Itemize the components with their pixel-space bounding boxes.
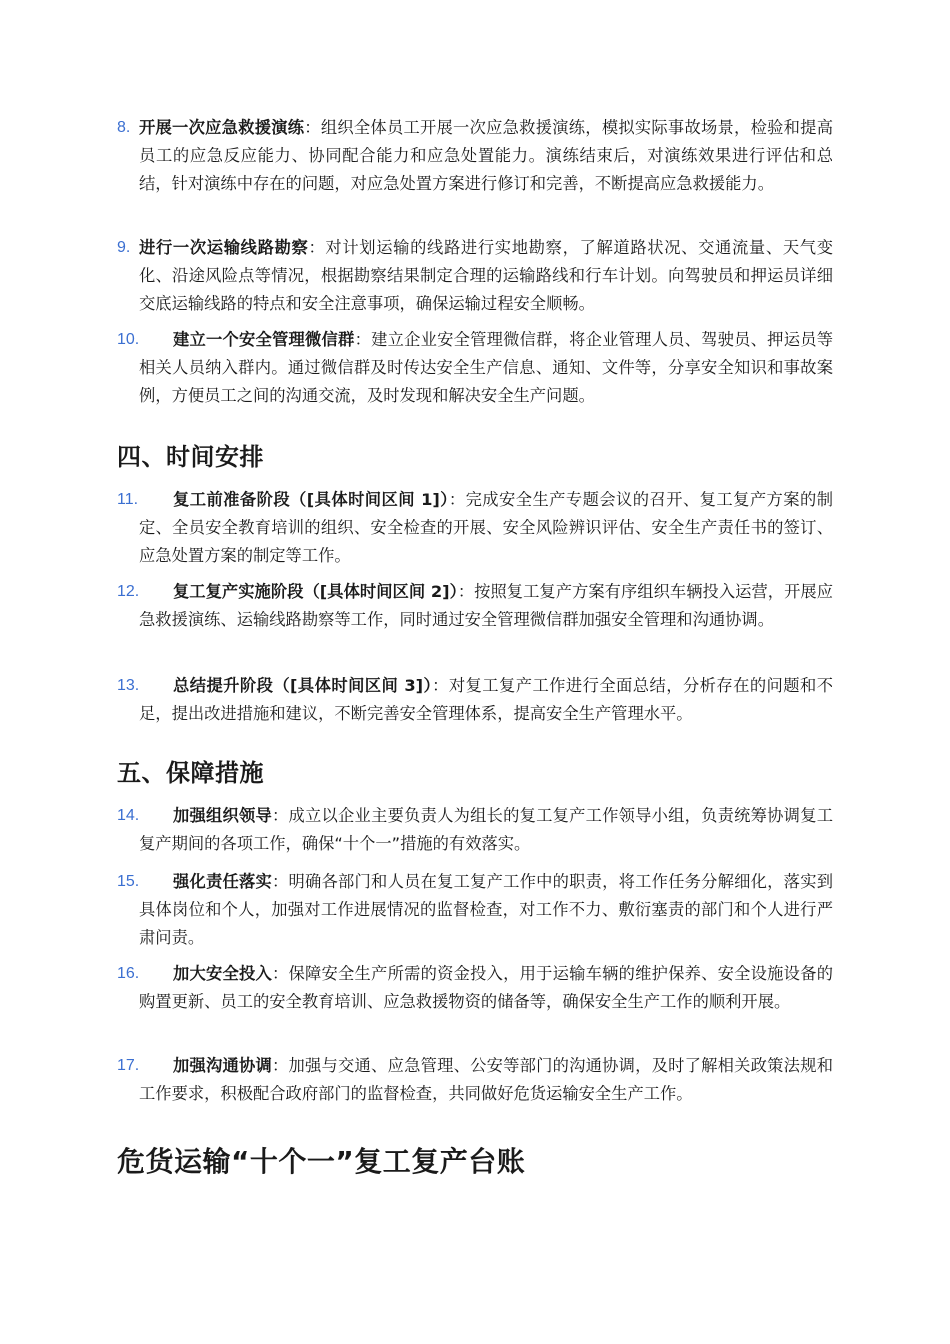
list-paragraph: [139, 672, 833, 728]
list-paragraph: [139, 114, 833, 198]
section-heading-guarantee-measures: 五、保障措施: [117, 759, 264, 787]
item-title: 加强沟通协调: [173, 1056, 273, 1075]
list-number: 14.: [117, 807, 140, 824]
list-paragraph: [139, 486, 833, 570]
item-body: ：按照复工复产方案有序组织车辆投入运营，开展应急救援演练、运输线路勘察等工作，同时通过安全管理微信群加强安全管理和沟通协调。: [139, 582, 833, 629]
item-body: ：成立以企业主要负责人为组长的复工复产工作领导小组，负责统筹协调复工复产期间的各项工作，确保“十个一”措施的有效落实。: [139, 806, 833, 853]
list-number: 15.: [117, 873, 140, 890]
list-item: [117, 802, 833, 858]
list-paragraph: [139, 868, 833, 952]
item-title: 总结提升阶段（[具体时间区间 3]）: [173, 676, 433, 695]
item-title: 建立一个安全管理微信群: [173, 330, 355, 349]
ledger-title: 危货运输“十个一”复工复产台账: [117, 1145, 526, 1178]
item-body: ：组织全体员工开展一次应急救援演练，模拟实际事故场景，检验和提高员工的应急反应能力、协同配合能力和应急处置能力。演练结束后，对演练效果进行评估和总结，针对演练中存在的问题，对应急处置方案进行修订和完善，不断提高应急救援能力。: [139, 118, 833, 193]
list-paragraph: [139, 1052, 833, 1108]
item-body: ：明确各部门和人员在复工复产工作中的职责，将工作任务分解细化，落实到具体岗位和个人，加强对工作进展情况的监督检查，对工作不力、敷衍塞责的部门和个人进行严肃问责。: [139, 872, 833, 947]
list-number: 13.: [117, 677, 140, 694]
list-number: 11.: [117, 491, 139, 508]
item-title: 开展一次应急救援演练: [139, 118, 305, 137]
list-item: [117, 326, 833, 410]
list-item: [117, 234, 833, 318]
item-title: 强化责任落实: [173, 872, 273, 891]
item-body: ：保障安全生产所需的资金投入，用于运输车辆的维护保养、安全设施设备的购置更新、员工的安全教育培训、应急救援物资的储备等，确保安全生产工作的顺利开展。: [139, 964, 833, 1011]
list-item: [117, 1052, 833, 1108]
list-paragraph: [139, 802, 833, 858]
list-number: 17.: [117, 1057, 140, 1074]
list-paragraph: [139, 234, 833, 318]
list-item: [117, 114, 833, 198]
item-body: ：加强与交通、应急管理、公安等部门的沟通协调，及时了解相关政策法规和工作要求，积极配合政府部门的监督检查，共同做好危货运输安全生产工作。: [139, 1056, 833, 1103]
list-paragraph: [139, 578, 833, 634]
list-number: 16.: [117, 965, 140, 982]
item-body: ：建立企业安全管理微信群，将企业管理人员、驾驶员、押运员等相关人员纳入群内。通过微信群及时传达安全生产信息、通知、文件等，分享安全知识和事故案例，方便员工之间的沟通交流，及时发现和解决安全生产问题。: [139, 330, 833, 405]
list-item: [117, 960, 833, 1016]
list-item: [117, 486, 833, 570]
list-item: [117, 578, 833, 634]
item-title: 进行一次运输线路勘察: [139, 238, 309, 257]
list-paragraph: [139, 326, 833, 410]
item-body: ：对计划运输的线路进行实地勘察，了解道路状况、交通流量、天气变化、沿途风险点等情况，根据勘察结果制定合理的运输路线和行车计划。向驾驶员和押运员详细交底运输线路的特点和安全注意事项，确保运输过程安全顺畅。: [139, 238, 833, 313]
list-item: [117, 868, 833, 952]
list-number: 10.: [117, 331, 140, 348]
list-number: 9.: [117, 239, 131, 256]
item-title: 复工前准备阶段（[具体时间区间 1]）: [173, 490, 449, 509]
item-title: 加强组织领导: [173, 806, 273, 825]
item-body: ：对复工复产工作进行全面总结，分析存在的问题和不足，提出改进措施和建议，不断完善安全管理体系，提高安全生产管理水平。: [139, 676, 833, 723]
item-title: 加大安全投入: [173, 964, 273, 983]
item-title: 复工复产实施阶段（[具体时间区间 2]）: [173, 582, 458, 601]
list-paragraph: [139, 960, 833, 1016]
list-number: 12.: [117, 583, 140, 600]
list-item: [117, 672, 833, 728]
item-body: ：完成安全生产专题会议的召开、复工复产方案的制定、全员安全教育培训的组织、安全检查的开展、安全风险辨识评估、安全生产责任书的签订、应急处置方案的制定等工作。: [139, 490, 833, 565]
list-number: 8.: [117, 119, 131, 136]
section-heading-time-schedule: 四、时间安排: [117, 443, 264, 471]
